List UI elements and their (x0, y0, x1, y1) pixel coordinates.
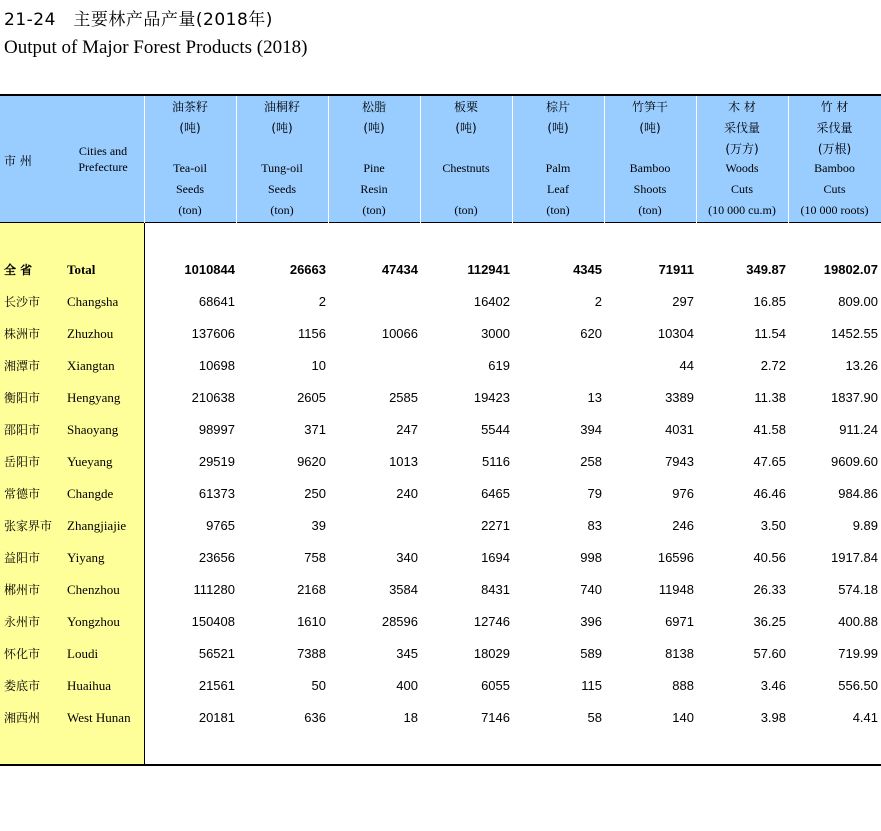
header-col-7-cn1: 竹 材 (820, 100, 849, 114)
header-col-5 (604, 96, 696, 223)
cell-value: 619 (488, 358, 510, 373)
cell-value: 61373 (198, 486, 235, 501)
city-name-cn: 湘西州 (4, 711, 41, 725)
header-col-1-cn1: 油桐籽 (263, 100, 300, 114)
cell-value: 976 (672, 486, 694, 501)
cell-value: 998 (580, 550, 602, 565)
cell-value: 26663 (289, 262, 326, 277)
cell-value: 1013 (389, 454, 418, 469)
header-col-7 (788, 96, 881, 223)
cell-value: 3.50 (760, 518, 786, 533)
cell-value: 44 (679, 358, 694, 373)
header-col-4-en2: Leaf (547, 182, 569, 196)
cell-value: 10066 (381, 326, 418, 341)
cell-value: 2585 (389, 390, 418, 405)
cell-value: 888 (672, 678, 694, 693)
cell-value: 7388 (297, 646, 326, 661)
header-col-1-en3: (ton) (270, 203, 294, 217)
city-name-cn: 湘潭市 (4, 359, 41, 373)
cell-value: 9.89 (852, 518, 878, 533)
cell-value: 19423 (473, 390, 510, 405)
cell-value: 12746 (473, 614, 510, 629)
city-name-cn: 衡阳市 (4, 391, 41, 405)
table-row (0, 388, 881, 408)
city-name-en: Xiangtan (67, 358, 115, 373)
header-col-4-en3: (ton) (546, 203, 570, 217)
cell-value: 246 (672, 518, 694, 533)
cell-value: 112941 (467, 262, 510, 277)
table-row (0, 644, 881, 664)
cell-value: 7943 (665, 454, 694, 469)
cell-value: 1837.90 (831, 390, 878, 405)
cell-value: 10 (311, 358, 326, 373)
cell-value: 7146 (481, 710, 510, 725)
header-col-7-cn3: (万根) (817, 142, 852, 156)
header-col-0-en3: (ton) (178, 203, 202, 217)
city-name-cn: 益阳市 (4, 551, 41, 565)
header-col-6-cn3: (万方) (725, 142, 759, 156)
cell-value: 240 (396, 486, 418, 501)
city-name-en: Yiyang (67, 550, 105, 565)
header-col-1 (236, 96, 328, 223)
table-row (0, 420, 881, 440)
table-row (0, 292, 881, 312)
cell-value: 56521 (198, 646, 235, 661)
cell-value: 574.18 (838, 582, 878, 597)
city-name-en: West Hunan (67, 710, 131, 725)
header-col-1-en2: Seeds (268, 182, 296, 196)
header-col-4-en1: Palm (545, 161, 571, 175)
table-row (0, 516, 881, 536)
city-name-cn: 株洲市 (4, 327, 41, 341)
cell-value: 98997 (198, 422, 235, 437)
header-city (0, 96, 144, 223)
header-col-2-en1: Pine (363, 161, 385, 175)
cell-value: 21561 (198, 678, 235, 693)
cell-value: 758 (304, 550, 326, 565)
header-col-0 (144, 96, 236, 223)
city-name-en: Shaoyang (67, 422, 119, 437)
cell-value: 4.41 (852, 710, 878, 725)
cell-value: 620 (580, 326, 602, 341)
city-name-cn: 长沙市 (4, 295, 41, 309)
cell-value: 4345 (573, 262, 602, 277)
header-city-en1: Cities and (78, 144, 128, 158)
cell-value: 9620 (297, 454, 326, 469)
table-row-total (0, 260, 881, 280)
cell-value: 2271 (481, 518, 510, 533)
cell-value: 150408 (191, 614, 235, 629)
city-name-en: Loudi (67, 646, 99, 661)
cell-value: 40.56 (753, 550, 786, 565)
table-row (0, 708, 881, 728)
cell-value: 46.46 (753, 486, 786, 501)
cell-value: 371 (304, 422, 326, 437)
cell-value: 2 (318, 294, 326, 309)
cell-value: 5116 (482, 454, 510, 469)
city-name-cn: 常德市 (4, 487, 41, 501)
city-name-en: Hengyang (67, 390, 121, 405)
cell-value: 556.50 (838, 678, 878, 693)
table-row (0, 612, 881, 632)
cell-value: 394 (580, 422, 602, 437)
cell-value: 2.72 (760, 358, 786, 373)
cell-value: 3389 (665, 390, 694, 405)
cell-value: 2 (594, 294, 602, 309)
cell-value: 47.65 (753, 454, 786, 469)
cell-value: 2168 (297, 582, 326, 597)
header-col-7-en3: (10 000 roots) (800, 203, 869, 217)
cell-value: 71911 (658, 262, 694, 277)
cell-value: 18029 (473, 646, 510, 661)
header-col-0-en1: Tea-oil (173, 161, 207, 175)
cell-value: 9765 (206, 518, 235, 533)
cell-value: 23656 (198, 550, 235, 565)
cell-value: 247 (396, 422, 418, 437)
table-row (0, 548, 881, 568)
cell-value: 10698 (198, 358, 235, 373)
cell-value: 137606 (191, 326, 235, 341)
cell-value: 3000 (481, 326, 510, 341)
cell-value: 9609.60 (831, 454, 878, 469)
cell-value: 3.98 (760, 710, 786, 725)
table-row (0, 484, 881, 504)
cell-value: 16596 (657, 550, 694, 565)
cell-value: 57.60 (753, 646, 786, 661)
header-col-1-cn2: (吨) (271, 121, 293, 135)
table-header (0, 96, 881, 223)
header-col-0-cn1: 油茶籽 (171, 100, 208, 114)
cell-value: 11.54 (754, 326, 786, 341)
cell-value: 1610 (297, 614, 326, 629)
city-name-cn: 娄底市 (4, 679, 41, 693)
cell-value: 13 (587, 390, 602, 405)
city-name-cn: 怀化市 (4, 647, 41, 661)
header-col-5-cn2: (吨) (639, 121, 661, 135)
bottom-rule (0, 764, 881, 766)
cell-value: 111280 (193, 582, 235, 597)
header-col-6 (696, 96, 788, 223)
cell-value: 58 (587, 710, 602, 725)
header-col-6-en3: (10 000 cu.m) (708, 203, 776, 217)
cell-value: 6465 (481, 486, 510, 501)
city-name-en: Changde (67, 486, 114, 501)
cell-value: 18 (403, 710, 418, 725)
cell-value: 396 (580, 614, 602, 629)
header-col-7-en1: Bamboo (814, 161, 855, 175)
cell-value: 68641 (198, 294, 235, 309)
city-name-en: Changsha (67, 294, 119, 309)
header-col-3-cn1: 板栗 (453, 100, 478, 114)
table-row (0, 324, 881, 344)
header-col-0-en2: Seeds (176, 182, 204, 196)
cell-value: 8138 (665, 646, 694, 661)
cell-value: 79 (587, 486, 602, 501)
cell-value: 6055 (481, 678, 510, 693)
cell-value: 258 (580, 454, 602, 469)
table-row (0, 452, 881, 472)
header-col-1-en1: Tung-oil (261, 161, 303, 175)
cell-value: 4031 (665, 422, 694, 437)
header-col-2 (328, 96, 420, 223)
cell-value: 340 (396, 550, 418, 565)
cell-value: 911.24 (839, 422, 878, 437)
header-col-5-en1: Bamboo (629, 161, 671, 175)
cell-value: 20181 (198, 710, 235, 725)
header-col-7-en2: Cuts (823, 182, 846, 196)
header-col-6-cn1: 木 材 (728, 100, 756, 114)
cell-value: 1917.84 (831, 550, 878, 565)
cell-value: 50 (311, 678, 326, 693)
cell-value: 740 (580, 582, 602, 597)
cell-value: 11948 (658, 582, 694, 597)
table-row (0, 676, 881, 696)
cell-value: 13.26 (845, 358, 878, 373)
header-col-3 (420, 96, 512, 223)
cell-value: 349.87 (746, 262, 786, 277)
header-city-en2: Prefecture (78, 160, 128, 174)
cell-value: 6971 (665, 614, 694, 629)
city-name-cn: 永州市 (4, 615, 41, 629)
header-col-5-en3: (ton) (638, 203, 662, 217)
city-name-en: Chenzhou (67, 582, 120, 597)
cell-value: 3.46 (760, 678, 786, 693)
cell-value: 210638 (191, 390, 235, 405)
cell-value: 10304 (657, 326, 694, 341)
header-col-6-en2: Cuts (730, 182, 753, 196)
city-name-cn: 邵阳市 (4, 423, 41, 437)
cell-value: 39 (311, 518, 326, 533)
header-col-3-en1: Chestnuts (442, 161, 490, 175)
cell-value: 636 (304, 710, 326, 725)
cell-value: 297 (672, 294, 694, 309)
cell-value: 16402 (473, 294, 510, 309)
cell-value: 140 (672, 710, 694, 725)
cell-value: 26.33 (753, 582, 786, 597)
header-col-5-en2: Shoots (633, 182, 667, 196)
header-city-cn: 市 州 (4, 154, 32, 168)
city-name-cn: 全 省 (4, 263, 33, 277)
city-name-en: Yongzhou (67, 614, 120, 629)
header-col-2-en2: Resin (360, 182, 388, 196)
table-row (0, 580, 881, 600)
cell-value: 83 (587, 518, 602, 533)
cell-value: 984.86 (838, 486, 878, 501)
table-title-en: Output of Major Forest Products (2018) (4, 37, 308, 58)
cell-value: 28596 (381, 614, 418, 629)
cell-value: 5544 (481, 422, 510, 437)
header-col-0-cn2: (吨) (179, 121, 201, 135)
city-name-en: Yueyang (67, 454, 113, 469)
city-name-cn: 郴州市 (4, 583, 41, 597)
city-name-en: Zhuzhou (67, 326, 114, 341)
cell-value: 36.25 (753, 614, 786, 629)
cell-value: 1010844 (184, 262, 235, 277)
header-col-6-cn2: 采伐量 (723, 121, 760, 135)
header-col-2-cn1: 松脂 (361, 100, 386, 114)
cell-value: 1694 (481, 550, 510, 565)
header-col-2-cn2: (吨) (363, 121, 385, 135)
header-col-2-en3: (ton) (362, 203, 386, 217)
header-col-4-cn1: 棕片 (545, 100, 570, 114)
city-name-cn: 岳阳市 (4, 455, 41, 469)
city-name-en: Total (67, 262, 96, 277)
header-col-4 (512, 96, 604, 223)
cell-value: 11.38 (754, 390, 786, 405)
cell-value: 719.99 (838, 646, 878, 661)
cell-value: 16.85 (753, 294, 786, 309)
city-name-cn: 张家界市 (4, 519, 53, 533)
city-name-en: Huaihua (67, 678, 112, 693)
table-title-cn: 21-24 主要林产品产量(2018年) (4, 10, 273, 30)
cell-value: 345 (396, 646, 418, 661)
cell-value: 1452.55 (831, 326, 878, 341)
cell-value: 1156 (298, 326, 326, 341)
table-row (0, 356, 881, 376)
header-col-3-en3: (ton) (454, 203, 478, 217)
cell-value: 809.00 (838, 294, 878, 309)
cell-value: 250 (304, 486, 326, 501)
cell-value: 41.58 (753, 422, 786, 437)
cell-value: 400 (396, 678, 418, 693)
header-col-5-cn1: 竹笋干 (631, 100, 668, 114)
header-col-7-cn2: 采伐量 (816, 121, 853, 135)
cell-value: 115 (581, 678, 602, 693)
header-col-4-cn2: (吨) (547, 121, 569, 135)
cell-value: 3584 (389, 582, 418, 597)
cell-value: 8431 (481, 582, 510, 597)
header-col-3-cn2: (吨) (455, 121, 477, 135)
cell-value: 589 (580, 646, 602, 661)
city-name-en: Zhangjiajie (67, 518, 127, 533)
header-col-6-en1: Woods (725, 161, 759, 175)
cell-value: 47434 (381, 262, 418, 277)
cell-value: 2605 (297, 390, 326, 405)
cell-value: 400.88 (838, 614, 878, 629)
cell-value: 29519 (198, 454, 235, 469)
cell-value: 19802.07 (823, 262, 878, 277)
